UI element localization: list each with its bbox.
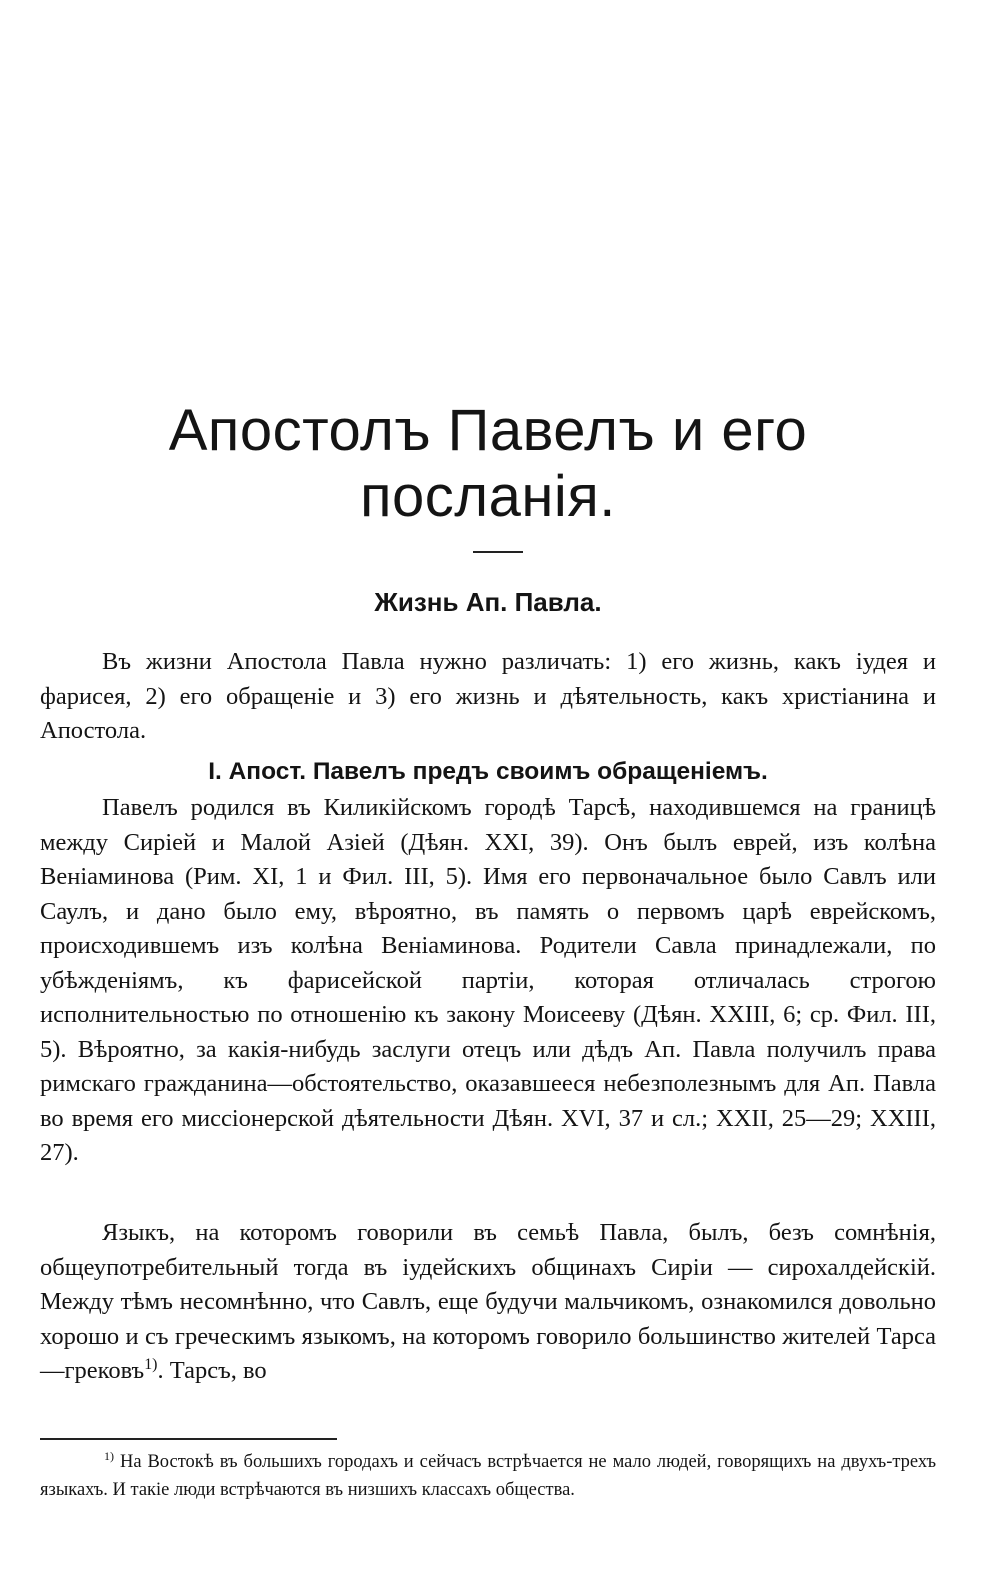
subsection-title: I. Апост. Павелъ предъ своимъ обращеніемъ. xyxy=(208,758,768,785)
page-title: Апостолъ Павелъ и его посланія. xyxy=(168,398,808,529)
footnote-reference[interactable]: 1) xyxy=(144,1355,158,1373)
title-divider xyxy=(473,551,523,553)
footnote-divider xyxy=(40,1438,337,1440)
footnote xyxy=(40,1448,936,1504)
paragraph-language xyxy=(40,1216,936,1389)
footnote-text: На Востокѣ въ большихъ городахъ и сейчасъ встрѣчается не мало людей, говорящихъ на двухъ-трехъ языкахъ. И такіе люди встрѣчаются въ низшихъ классахъ общества. xyxy=(40,1452,937,1500)
section-title: Жизнь Ап. Павла. xyxy=(374,587,602,617)
document-page xyxy=(40,0,936,1587)
paragraph-birth: Павелъ родился въ Киликійскомъ городѣ Тарсѣ, находившемся на границѣ между Сиріей и Малой Азіей (Дѣян. XXI, 39). Онъ былъ еврей, изъ колѣна Веніаминова (Рим. XI, 1 и Фил. III, 5). Имя его первоначальное было Савлъ или Саулъ, и дано было ему, вѣроятно, въ память о первомъ царѣ еврейскомъ, происходившемъ изъ колѣна Веніаминова. Родители Савла принадлежали, по убѣжденіямъ, къ фарисейской партіи, которая отличалась строгою исполнительностью по отношенію къ закону Моисееву (Дѣян. XXIII, 6; ср. Фил. III, 5). Вѣроятно, за какія-нибудь заслуги отецъ или дѣдъ Ап. Павла получилъ права римскаго гражданина—обстоятельство, оказавшееся небезполезнымъ для Ап. Павла во время его миссіонерской дѣятельности Дѣян. XVI, 37 и сл.; XXII, 25—29; XXIII, 27). xyxy=(40,794,936,1166)
paragraph-intro: Въ жизни Апостола Павла нужно различать: 1) его жизнь, какъ іудея и фарисея, 2) его обращеніе и 3) его жизнь и дѣятельность, какъ христіанина и Апостола. xyxy=(40,648,936,744)
paragraph-language-part1: Языкъ, на которомъ говорили въ семьѣ Павла, былъ, безъ сомнѣнія, общеупотребительный тогда въ іудейскихъ общинахъ Сиріи — сирохалдейскій. Между тѣмъ несомнѣнно, что Савлъ, еще будучи мальчикомъ, ознакомился довольно хорошо и съ греческимъ языкомъ, на которомъ говорило большинство жителей Тарса—грековъ xyxy=(40,1219,936,1384)
footnote-marker: 1) xyxy=(104,1448,115,1463)
paragraph-language-part2: . Тарсъ, во xyxy=(157,1357,267,1384)
